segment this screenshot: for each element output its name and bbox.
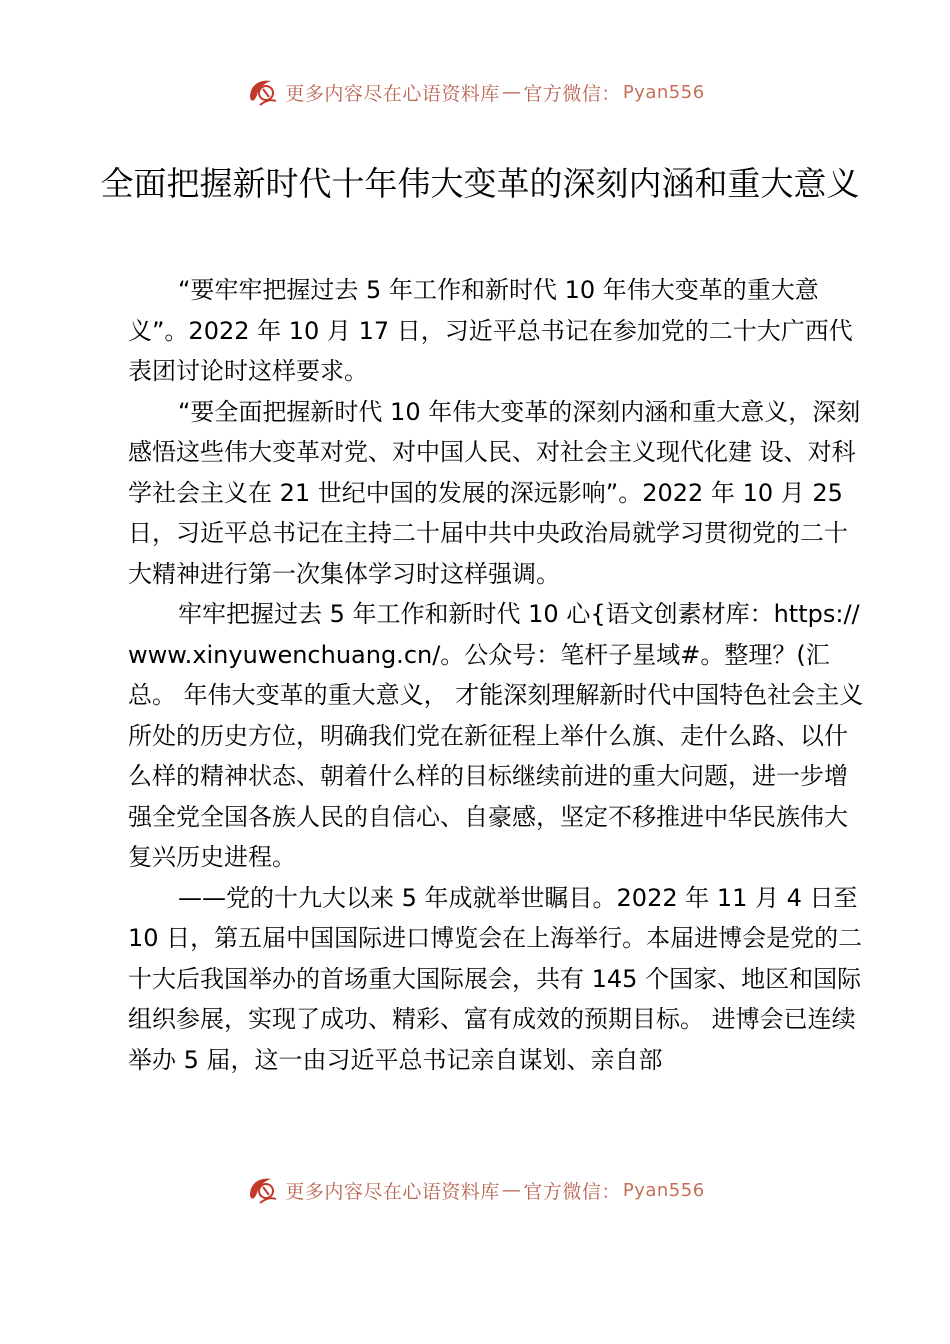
- paragraph-2: “要全面把握新时代 10 年伟大变革的深刻内涵和重大意义，深刻感悟这些伟大变革对党、对中国人民、对社会主义现代化建 设、对科学社会主义在 21 世纪中国的发展的深远影响”。2022 年 10 月 25 日，习近平总书记在主持二十届中共中央政治局就学习贯彻党的二十大精神进行第一次集体学习时这样强调。: [128, 397, 861, 588]
- page-title: 全面把握新时代十年伟大变革的深刻内涵和重大意义: [100, 164, 860, 203]
- paragraph-3: 牢牢把握过去 5 年工作和新时代 10 心{语文创素材库：https://www.xinyuwenchuang.cn/。公众号：笔杆子星域#。整理？(汇总。 年伟大变革的重大意义， 才能深刻理解新时代中国特色社会主义所处的历史方位，明确我们党在新征程上举什么旗、走什么路、以什么样的精神状态、朝着什么样的目标继续前进的重大问题，进一步增强全党全国各族人民的自信心、自豪感，坚定不移推进中华民族伟大复兴历史进程。: [128, 600, 864, 871]
- paragraph-1: “要牢牢把握过去 5 年工作和新时代 10 年伟大变革的重大意义”。2022 年 10 月 17 日，习近平总书记在参加党的二十大广西代表团讨论时这样要求。: [128, 276, 853, 385]
- brush-logo-icon: [245, 1173, 279, 1207]
- wechat-id: Pyan556: [622, 81, 705, 103]
- wechat-id: Pyan556: [622, 1179, 705, 1201]
- wechat-label: 官方微信：: [523, 82, 621, 105]
- site-name: 更多内容尽在心语资料库: [285, 1180, 500, 1203]
- header-banner: [0, 72, 950, 112]
- paragraph-4: ——党的十九大以来 5 年成就举世瞩目。2022 年 11 月 4 日至 10 日，第五届中国国际进口博览会在上海举行。本届进博会是党的二十大后我国举办的首场重大国际展会，共有 145 个国家、地区和国际组织参展，实现了成功、精彩、富有成效的预期目标。 进博会已连续举办 5 届，这一由习近平总书记亲自谋划、亲自部: [128, 883, 863, 1074]
- footer-banner: [0, 1170, 950, 1210]
- banner-separator: —: [501, 1179, 522, 1201]
- wechat-label: 官方微信：: [523, 1180, 621, 1203]
- brush-logo-icon: [245, 75, 279, 109]
- site-name: 更多内容尽在心语资料库: [285, 82, 500, 105]
- document-body: [128, 270, 868, 1080]
- banner-separator: —: [501, 81, 522, 103]
